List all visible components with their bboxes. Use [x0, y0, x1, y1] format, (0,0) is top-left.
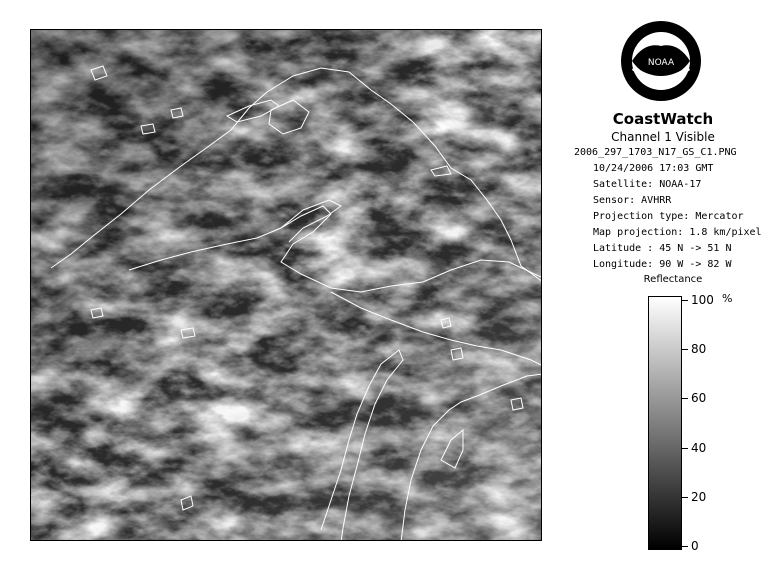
- info-datetime: 10/24/2006 17:03 GMT: [593, 163, 714, 174]
- tick-label-40: 40: [691, 441, 707, 455]
- colorbar-tick: [682, 497, 688, 498]
- colorbar-tick: [682, 546, 688, 547]
- legend-unit: %: [722, 292, 733, 305]
- tick-label-80: 80: [691, 342, 707, 356]
- satellite-image-svg: [31, 30, 542, 541]
- info-map-projection: Map projection: 1.8 km/pixel: [593, 227, 762, 238]
- info-filename: 2006_297_1703_N17_GS_C1.PNG: [574, 147, 737, 158]
- colorbar-tick: [682, 300, 688, 301]
- info-latitude: Latitude : 45 N -> 51 N: [593, 243, 732, 254]
- colorbar-tick: [682, 398, 688, 399]
- colorbar-tick: [682, 448, 688, 449]
- info-satellite: Satellite: NOAA-17: [593, 179, 702, 190]
- logo-text: NOAA: [647, 58, 675, 68]
- satellite-image[interactable]: [30, 29, 542, 541]
- noaa-logo-icon: [620, 20, 702, 102]
- info-projection-type: Projection type: Mercator: [593, 211, 744, 222]
- colorbar-tick: [682, 349, 688, 350]
- tick-label-20: 20: [691, 490, 707, 504]
- info-sensor: Sensor: AVHRR: [593, 195, 672, 206]
- tick-label-0: 0: [691, 539, 699, 553]
- panel-subtitle: Channel 1 Visible: [611, 130, 715, 144]
- reflectance-colorbar: [648, 296, 682, 550]
- panel-title: CoastWatch: [612, 110, 714, 128]
- legend-title: Reflectance: [643, 274, 703, 285]
- tick-label-60: 60: [691, 391, 707, 405]
- info-longitude: Longitude: 90 W -> 82 W: [593, 259, 732, 270]
- tick-label-100: 100: [691, 293, 714, 307]
